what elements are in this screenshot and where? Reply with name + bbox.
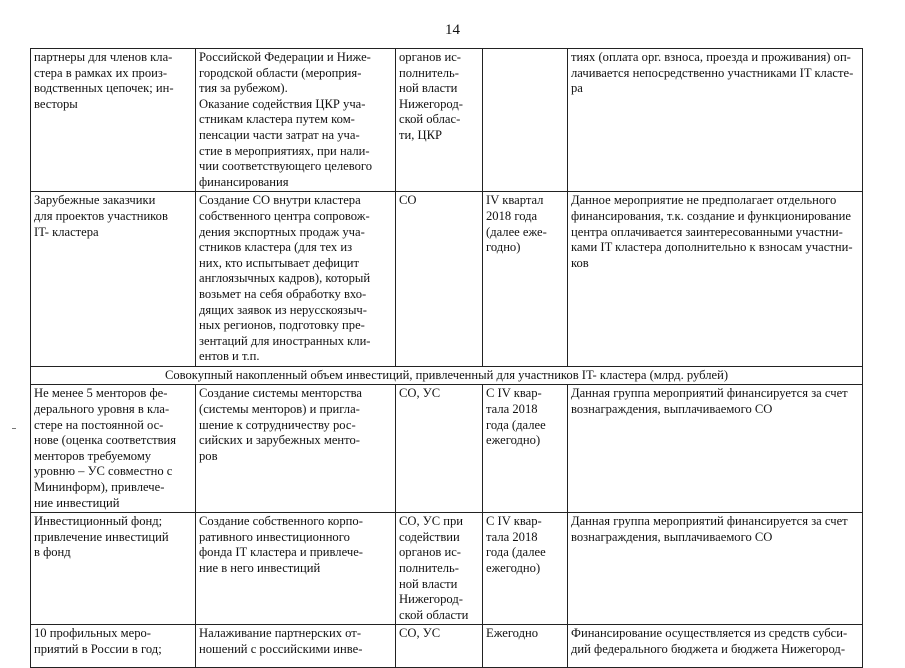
table-cell-financing: Данная группа мероприятий финансируется за счет вознаграждения, выплачиваемого СО — [568, 385, 863, 513]
table-cell-deadline: IV квартал 2018 года (далее еже- годно) — [483, 192, 568, 367]
table-cell-result: Зарубежные заказчики для проектов участников IT- кластера — [31, 192, 196, 367]
table-cell-financing: Данная группа мероприятий финансируется за счет вознаграждения, выплачиваемого СО — [568, 513, 863, 625]
section-heading: Совокупный накопленный объем инвестиций, привлеченный для участников IT- кластера (млрд. рублей) — [31, 366, 863, 385]
measures-table — [30, 48, 863, 668]
table-cell-deadline: С IV квар- тала 2018 года (далее ежегодно) — [483, 385, 568, 513]
table-cell-measure: Создание собственного корпо- ративного инвестиционного фонда IT кластера и привлече- ние в него инвестиций — [196, 513, 396, 625]
table-cell-financing: Финансирование осуществляется из средств субси- дий федерального бюджета и бюджета Нижегород- — [568, 625, 863, 668]
section-row — [31, 366, 863, 385]
table-row — [31, 513, 863, 625]
table-cell-deadline: Ежегодно — [483, 625, 568, 668]
table-cell-measure: Создание системы менторства (системы менторов) и пригла- шение к сотрудничеству рос- сийских и зарубежных менто- ров — [196, 385, 396, 513]
table-cell-result: 10 профильных меро- приятий в России в год; — [31, 625, 196, 668]
table-cell-deadline: С IV квар- тала 2018 года (далее ежегодно) — [483, 513, 568, 625]
table-cell-measure: Налаживание партнерских от- ношений с российскими инве- — [196, 625, 396, 668]
table-cell-financing: Данное мероприятие не предполагает отдельного финансирования, т.к. создание и функционирование центра оплачивается заинтересованными участни- ками IT кластера дополнительно к взносам участни- ков — [568, 192, 863, 367]
scan-artifact — [12, 428, 16, 429]
table-row — [31, 625, 863, 668]
table-cell-responsible: СО, УС при содействии органов ис- полнитель- ной власти Нижегород- ской области — [396, 513, 483, 625]
page-number: 14 — [445, 22, 460, 38]
table-cell-measure: Российской Федерации и Ниже- городской области (мероприя- тия за рубежом). Оказание содействия ЦКР уча- стникам кластера путем ком- пенсации части затрат на уча- стие в мероприятиях, при нали- чии соответствующего целевого финансирования — [196, 49, 396, 192]
table-cell-financing: тиях (оплата орг. взноса, проезда и проживания) оп- лачивается непосредственно участниками IT класте- ра — [568, 49, 863, 192]
table-cell-result: Инвестиционный фонд; привлечение инвестиций в фонд — [31, 513, 196, 625]
table-row — [31, 192, 863, 367]
table-cell-responsible: органов ис- полнитель- ной власти Нижегород- ской облас- ти, ЦКР — [396, 49, 483, 192]
table-cell-responsible: СО — [396, 192, 483, 367]
table-cell-measure: Создание СО внутри кластера собственного центра сопровож- дения экспортных продаж уча- стников кластера (для тех из них, кто испытывает дефицит англоязычных кадров), который возьмет на себя обработку вхо- дящих заявок из нерусскоязыч- ных регионов, подготовку пре- зентаций для иностранных кли- ентов и т.п. — [196, 192, 396, 367]
table-cell-deadline — [483, 49, 568, 192]
table-cell-responsible: СО, УС — [396, 385, 483, 513]
table-row — [31, 49, 863, 192]
table-row — [31, 385, 863, 513]
table-cell-result: партнеры для членов кла- стера в рамках их произ- водственных цепочек; ин- весторы — [31, 49, 196, 192]
table-cell-responsible: СО, УС — [396, 625, 483, 668]
table-cell-result: Не менее 5 менторов фе- дерального уровня в кла- стере на постоянной ос- нове (оценка соответствия менторов требуемому уровню – УС совместно с Мининформ), привлече- ние инвестиций — [31, 385, 196, 513]
